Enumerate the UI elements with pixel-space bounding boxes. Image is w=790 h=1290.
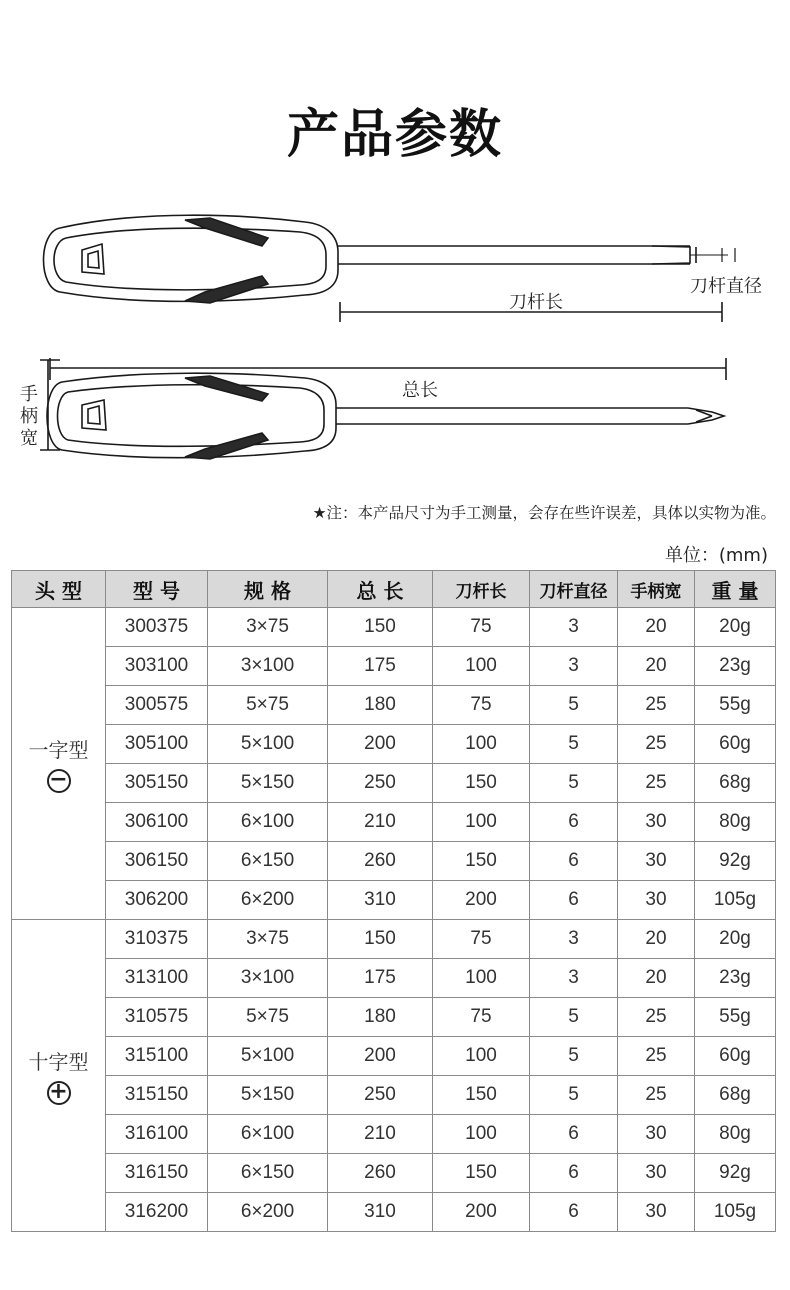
blade-length-cell: 75 bbox=[433, 608, 530, 647]
handle-width-cell: 20 bbox=[618, 959, 695, 998]
table-row bbox=[12, 920, 776, 959]
page-title: 产品参数 bbox=[286, 105, 503, 165]
weight-cell: 20g bbox=[695, 608, 776, 647]
header-handle-width: 手柄宽 bbox=[618, 571, 695, 608]
spec-cell: 5×100 bbox=[208, 725, 328, 764]
weight-cell: 92g bbox=[695, 842, 776, 881]
table-row bbox=[12, 842, 776, 881]
model-cell: 316100 bbox=[106, 1115, 208, 1154]
handle-width-cell: 30 bbox=[618, 1115, 695, 1154]
weight-cell: 105g bbox=[695, 1193, 776, 1232]
table-row bbox=[12, 686, 776, 725]
total-length-cell: 150 bbox=[328, 920, 433, 959]
blade-length-cell: 100 bbox=[433, 1115, 530, 1154]
head-type-cell bbox=[12, 608, 106, 920]
weight-cell: 80g bbox=[695, 1115, 776, 1154]
spec-table-body bbox=[12, 608, 776, 1232]
blade-length-cell: 150 bbox=[433, 1154, 530, 1193]
blade-diameter-cell: 6 bbox=[530, 881, 618, 920]
table-row bbox=[12, 1076, 776, 1115]
blade-diameter-cell: 5 bbox=[530, 1076, 618, 1115]
blade-diameter-cell: 5 bbox=[530, 764, 618, 803]
blade-length-cell: 200 bbox=[433, 881, 530, 920]
weight-cell: 80g bbox=[695, 803, 776, 842]
weight-cell: 55g bbox=[695, 686, 776, 725]
blade-diameter-cell: 6 bbox=[530, 1193, 618, 1232]
phillips-icon: + bbox=[47, 1081, 71, 1105]
head-type-label: 十字型 bbox=[28, 1050, 89, 1074]
table-row bbox=[12, 959, 776, 998]
table-row bbox=[12, 998, 776, 1037]
model-cell: 300375 bbox=[106, 608, 208, 647]
spec-cell: 5×75 bbox=[208, 998, 328, 1037]
total-length-cell: 210 bbox=[328, 803, 433, 842]
head-type-cell bbox=[12, 920, 106, 1232]
table-row bbox=[12, 608, 776, 647]
header-model: 型 号 bbox=[106, 571, 208, 608]
screwdriver-diagram bbox=[0, 200, 790, 480]
handle-width-cell: 25 bbox=[618, 1037, 695, 1076]
total-length-cell: 175 bbox=[328, 959, 433, 998]
blade-diameter-cell: 5 bbox=[530, 1037, 618, 1076]
blade-diameter-cell: 3 bbox=[530, 608, 618, 647]
header-spec: 规 格 bbox=[208, 571, 328, 608]
spec-cell: 6×150 bbox=[208, 1154, 328, 1193]
spec-cell: 3×75 bbox=[208, 608, 328, 647]
table-row bbox=[12, 764, 776, 803]
model-cell: 306100 bbox=[106, 803, 208, 842]
blade-length-cell: 150 bbox=[433, 842, 530, 881]
blade-diameter-cell: 3 bbox=[530, 647, 618, 686]
handle-width-cell: 20 bbox=[618, 608, 695, 647]
spec-cell: 6×200 bbox=[208, 1193, 328, 1232]
total-length-cell: 260 bbox=[328, 842, 433, 881]
table-header-row bbox=[12, 571, 776, 608]
table-row bbox=[12, 1115, 776, 1154]
weight-cell: 68g bbox=[695, 1076, 776, 1115]
spec-cell: 6×150 bbox=[208, 842, 328, 881]
blade-diameter-cell: 3 bbox=[530, 959, 618, 998]
spec-cell: 5×75 bbox=[208, 686, 328, 725]
handle-width-label: 手柄宽 bbox=[20, 384, 38, 449]
spec-cell: 6×200 bbox=[208, 881, 328, 920]
model-cell: 306150 bbox=[106, 842, 208, 881]
weight-cell: 68g bbox=[695, 764, 776, 803]
blade-length-cell: 150 bbox=[433, 764, 530, 803]
model-cell: 316200 bbox=[106, 1193, 208, 1232]
weight-cell: 23g bbox=[695, 959, 776, 998]
table-row bbox=[12, 647, 776, 686]
total-length-cell: 180 bbox=[328, 998, 433, 1037]
slotted-screwdriver-icon bbox=[44, 215, 736, 303]
model-cell: 303100 bbox=[106, 647, 208, 686]
total-length-cell: 175 bbox=[328, 647, 433, 686]
head-type-label: 一字型 bbox=[28, 738, 89, 762]
blade-length-cell: 100 bbox=[433, 647, 530, 686]
table-row bbox=[12, 1037, 776, 1076]
handle-width-cell: 25 bbox=[618, 998, 695, 1037]
total-length-cell: 180 bbox=[328, 686, 433, 725]
total-length-cell: 150 bbox=[328, 608, 433, 647]
model-cell: 306200 bbox=[106, 881, 208, 920]
total-length-cell: 250 bbox=[328, 764, 433, 803]
weight-cell: 105g bbox=[695, 881, 776, 920]
handle-width-cell: 30 bbox=[618, 842, 695, 881]
weight-cell: 60g bbox=[695, 725, 776, 764]
weight-cell: 92g bbox=[695, 1154, 776, 1193]
blade-length-cell: 100 bbox=[433, 1037, 530, 1076]
handle-width-cell: 25 bbox=[618, 1076, 695, 1115]
model-cell: 300575 bbox=[106, 686, 208, 725]
total-length-cell: 250 bbox=[328, 1076, 433, 1115]
blade-length-cell: 100 bbox=[433, 803, 530, 842]
blade-length-cell: 75 bbox=[433, 998, 530, 1037]
blade-diameter-cell: 5 bbox=[530, 686, 618, 725]
header-blade-length: 刀杆长 bbox=[433, 571, 530, 608]
handle-width-cell: 20 bbox=[618, 920, 695, 959]
blade-diameter-cell: 6 bbox=[530, 1154, 618, 1193]
handle-width-cell: 30 bbox=[618, 1154, 695, 1193]
blade-diameter-cell: 6 bbox=[530, 1115, 618, 1154]
blade-length-cell: 100 bbox=[433, 725, 530, 764]
blade-length-label: 刀杆长 bbox=[509, 292, 563, 313]
blade-length-cell: 75 bbox=[433, 686, 530, 725]
slotted-icon: − bbox=[47, 769, 71, 793]
model-cell: 310575 bbox=[106, 998, 208, 1037]
spec-cell: 3×100 bbox=[208, 647, 328, 686]
model-cell: 316150 bbox=[106, 1154, 208, 1193]
model-cell: 315100 bbox=[106, 1037, 208, 1076]
total-length-cell: 260 bbox=[328, 1154, 433, 1193]
spec-cell: 5×150 bbox=[208, 1076, 328, 1115]
spec-cell: 5×100 bbox=[208, 1037, 328, 1076]
table-row bbox=[12, 725, 776, 764]
weight-cell: 20g bbox=[695, 920, 776, 959]
weight-cell: 23g bbox=[695, 647, 776, 686]
total-length-cell: 310 bbox=[328, 881, 433, 920]
blade-length-cell: 100 bbox=[433, 959, 530, 998]
blade-length-cell: 150 bbox=[433, 1076, 530, 1115]
total-length-cell: 210 bbox=[328, 1115, 433, 1154]
blade-diameter-cell: 5 bbox=[530, 725, 618, 764]
header-type: 头 型 bbox=[12, 571, 106, 608]
model-cell: 310375 bbox=[106, 920, 208, 959]
header-total-length: 总 长 bbox=[328, 571, 433, 608]
spec-table bbox=[11, 570, 776, 1232]
handle-width-cell: 30 bbox=[618, 1193, 695, 1232]
model-cell: 315150 bbox=[106, 1076, 208, 1115]
measurement-note: ★注：本产品尺寸为手工测量，会存在些许误差，具体以实物为准。 bbox=[312, 504, 776, 522]
handle-width-cell: 30 bbox=[618, 803, 695, 842]
handle-width-cell: 25 bbox=[618, 686, 695, 725]
spec-cell: 6×100 bbox=[208, 803, 328, 842]
model-cell: 305100 bbox=[106, 725, 208, 764]
handle-width-cell: 30 bbox=[618, 881, 695, 920]
unit-label: 单位：(mm) bbox=[664, 545, 768, 566]
table-row bbox=[12, 803, 776, 842]
total-length-cell: 310 bbox=[328, 1193, 433, 1232]
handle-width-cell: 25 bbox=[618, 725, 695, 764]
blade-diameter-label: 刀杆直径 bbox=[690, 276, 762, 297]
spec-cell: 3×100 bbox=[208, 959, 328, 998]
blade-diameter-cell: 6 bbox=[530, 803, 618, 842]
total-length-cell: 200 bbox=[328, 1037, 433, 1076]
spec-cell: 3×75 bbox=[208, 920, 328, 959]
blade-length-cell: 75 bbox=[433, 920, 530, 959]
handle-width-cell: 20 bbox=[618, 647, 695, 686]
spec-cell: 5×150 bbox=[208, 764, 328, 803]
total-length-label: 总长 bbox=[402, 380, 438, 401]
blade-diameter-cell: 6 bbox=[530, 842, 618, 881]
handle-width-cell: 25 bbox=[618, 764, 695, 803]
header-blade-diameter: 刀杆直径 bbox=[530, 571, 618, 608]
blade-diameter-cell: 3 bbox=[530, 920, 618, 959]
model-cell: 313100 bbox=[106, 959, 208, 998]
table-row bbox=[12, 881, 776, 920]
weight-cell: 60g bbox=[695, 1037, 776, 1076]
header-weight: 重 量 bbox=[695, 571, 776, 608]
table-row bbox=[12, 1193, 776, 1232]
total-length-cell: 200 bbox=[328, 725, 433, 764]
blade-diameter-cell: 5 bbox=[530, 998, 618, 1037]
phillips-screwdriver-icon bbox=[47, 373, 724, 459]
screwdriver-drawing bbox=[0, 200, 790, 480]
weight-cell: 55g bbox=[695, 998, 776, 1037]
model-cell: 305150 bbox=[106, 764, 208, 803]
spec-cell: 6×100 bbox=[208, 1115, 328, 1154]
blade-length-cell: 200 bbox=[433, 1193, 530, 1232]
table-row bbox=[12, 1154, 776, 1193]
